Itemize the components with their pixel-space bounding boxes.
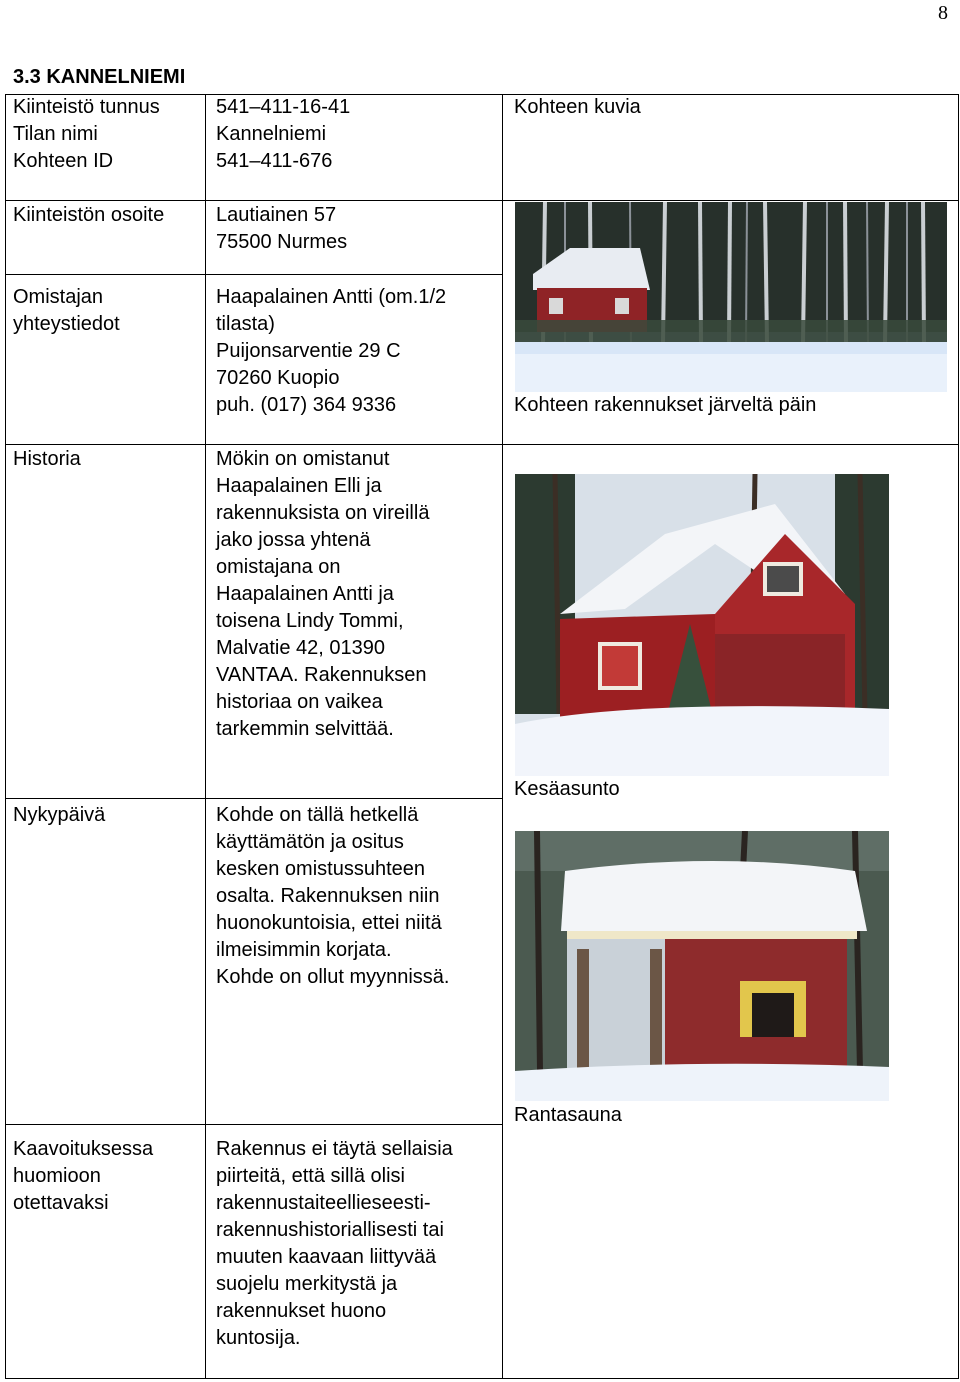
table-border-right [958,94,959,1379]
address-label: Kiinteistön osoite [13,204,165,226]
shore-sauna-photo [515,831,889,1101]
planning-label: Kaavoituksessa huomioon otettavaksi [13,1138,154,1214]
summer-cottage-photo [515,474,889,776]
present-value: Kohde on tällä hetkellä käyttämätön ja ositus kesken omistussuhteen osalta. Rakennuksen niin huonokuntoisia, ettei niitä ilmeisimmin korjata. Kohde on ollut myynnissä. [216,804,450,988]
property-table [5,94,959,1379]
photo-caption-3: Rantasauna [514,1104,622,1126]
column-divider-2 [502,94,503,1379]
photos-header: Kohteen kuvia [514,96,641,118]
history-value: Mökin on omistanut Haapalainen Elli ja rakennuksista on vireillä jako jossa yhtenä omistajana on Haapalainen Antti ja toisena Lindy Tommi, Malvatie 42, 01390 VANTAA. Rakennuksen historiaa on vaikea tarkemmin selvittää. [216,448,430,740]
photo-caption-2: Kesäasunto [514,778,620,800]
owner-value: Haapalainen Antti (om.1/2 tilasta) Puijonsarventie 29 C 70260 Kuopio puh. (017) 364 9336 [216,286,447,416]
row-divider-4 [5,798,502,799]
row-divider-2 [5,274,502,275]
ids-labels: Kiinteistö tunnus Tilan nimi Kohteen ID [13,96,160,172]
present-label: Nykypäivä [13,804,106,826]
ids-values: 541–411-16-41 Kannelniemi 541–411-676 [216,96,351,172]
section-title: 3.3 KANNELNIEMI [13,66,186,88]
row-divider-3 [5,444,959,445]
table-border-bottom [5,1378,959,1379]
owner-label: Omistajan yhteystiedot [13,286,120,335]
row-divider-1 [5,200,959,201]
page-number: 8 [938,2,948,24]
planning-value: Rakennus ei täytä sellaisia piirteitä, että sillä olisi rakennustaiteellieseesti- rakennushistoriallisesti tai muuten kaavaan liittyvää suojelu merkitystä ja rakennukset huono kuntosija. [216,1138,453,1349]
row-divider-5 [5,1124,502,1125]
photo-caption-1: Kohteen rakennukset järveltä päin [514,394,817,416]
address-value: Lautiainen 57 75500 Nurmes [216,204,348,253]
lakeside-buildings-photo [515,202,947,392]
column-divider-1 [205,94,206,1379]
history-label: Historia [13,448,81,470]
table-border-left [5,94,6,1379]
